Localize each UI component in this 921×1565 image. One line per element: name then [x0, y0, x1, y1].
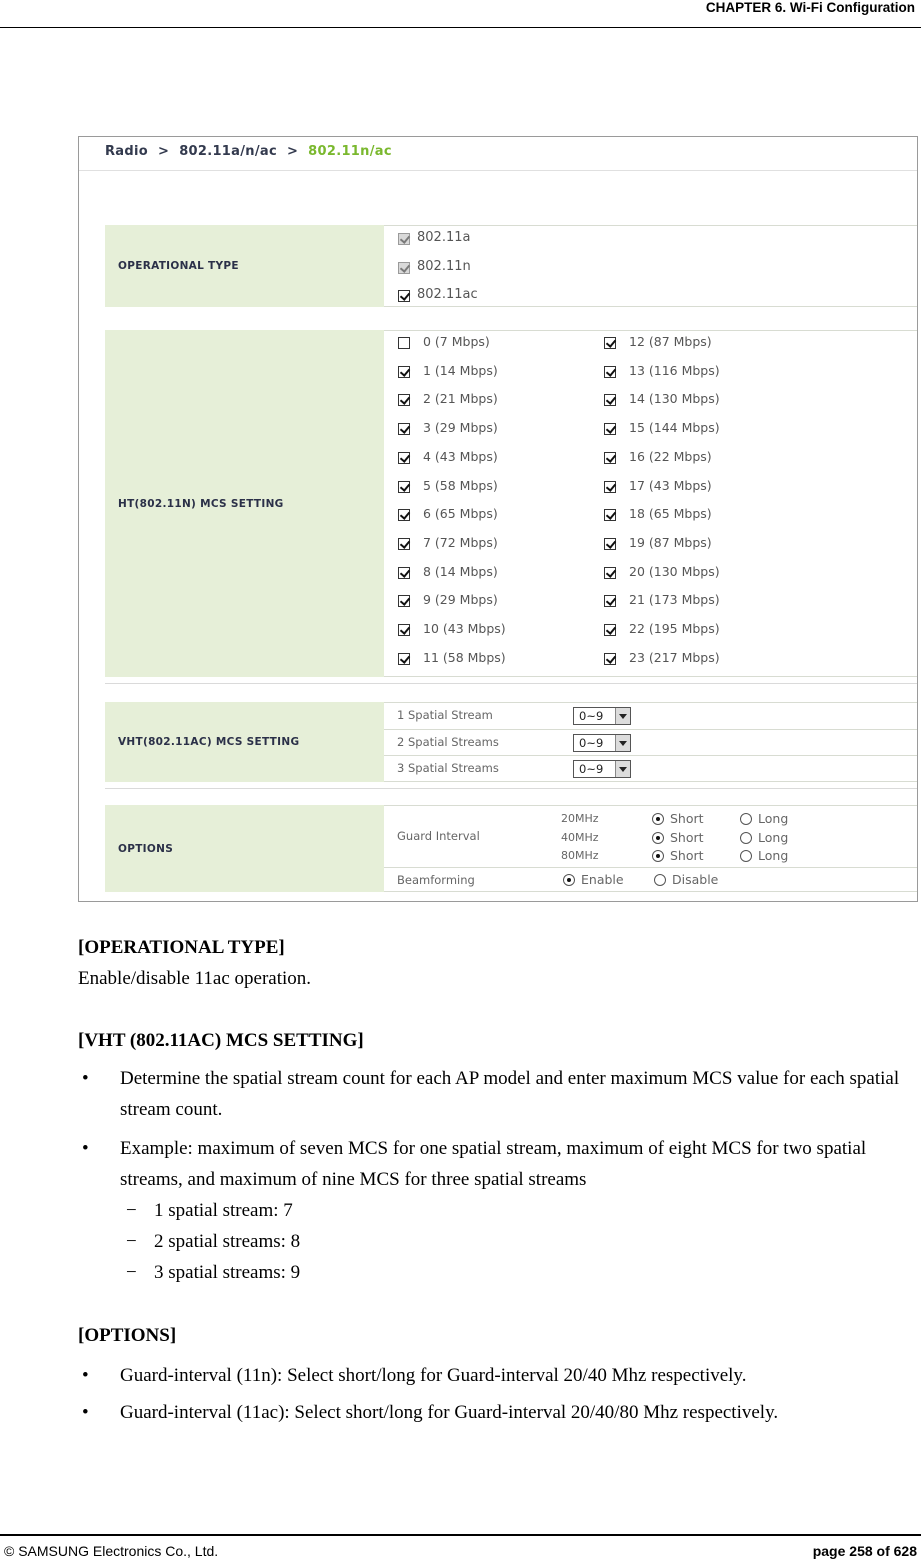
guard-long-label: Long [758, 829, 789, 845]
spatial-stream-label: 1 Spatial Stream [397, 708, 493, 722]
page-footer [0, 1534, 921, 1565]
spatial-stream-label: 2 Spatial Streams [397, 734, 499, 749]
operational-type-option-label: 802.11a [417, 230, 471, 245]
bullet-text: Guard-interval (11ac): Select short/long for Guard-interval 20/40/80 Mhz respectively. [120, 1402, 779, 1423]
mcs-option-label: 21 (173 Mbps) [629, 592, 720, 608]
mcs-checkbox[interactable] [398, 624, 410, 636]
operational-type-label: OPERATIONAL TYPE [105, 225, 384, 307]
guard-short-radio[interactable] [652, 813, 664, 825]
spatial-stream-select[interactable] [573, 760, 631, 778]
options-heading: [OPTIONS] [78, 1325, 177, 1346]
mcs-checkbox[interactable] [604, 337, 616, 349]
spatial-stream-label: 3 Spatial Streams [397, 761, 499, 775]
mcs-checkbox[interactable] [398, 595, 410, 607]
mcs-checkbox[interactable] [398, 337, 410, 349]
mcs-option-label: 22 (195 Mbps) [629, 621, 720, 636]
page-header [0, 0, 921, 28]
breadcrumb-separator: > [286, 144, 299, 159]
dash-mark: − [126, 1231, 137, 1252]
guard-band-label: 40MHz [561, 830, 599, 844]
select-value: 0~9 [579, 709, 604, 723]
mcs-option-label: 8 (14 Mbps) [423, 563, 498, 579]
mcs-option-label: 16 (22 Mbps) [629, 448, 712, 464]
mcs-option-label: 15 (144 Mbps) [629, 420, 720, 436]
mcs-option-label: 10 (43 Mbps) [423, 621, 506, 636]
spatial-stream-select[interactable] [573, 734, 631, 752]
bullet-mark: • [82, 1068, 89, 1089]
mcs-checkbox[interactable] [604, 653, 616, 665]
mcs-option-label: 6 (65 Mbps) [423, 506, 498, 522]
guard-interval-label: Guard Interval [397, 829, 480, 843]
section-divider [105, 683, 917, 684]
beamforming-enable-label: Enable [581, 872, 624, 887]
guard-band-label: 20MHz [561, 812, 599, 825]
beamforming-disable-label: Disable [672, 872, 719, 887]
operational-type-option-label: 802.11ac [417, 287, 478, 302]
mcs-option-label: 18 (65 Mbps) [629, 506, 712, 522]
vht-bullet-2 [78, 1133, 918, 1195]
breadcrumb-separator: > [157, 144, 170, 159]
vht-mcs-label: VHT(802.11AC) MCS SETTING [105, 702, 384, 782]
mcs-checkbox[interactable] [398, 567, 410, 579]
ht-mcs-label: HT(802.11N) MCS SETTING [105, 330, 384, 677]
mcs-checkbox[interactable] [604, 567, 616, 579]
operational-type-heading: [OPERATIONAL TYPE] [78, 937, 285, 958]
section-divider [105, 788, 917, 789]
row-divider [384, 867, 917, 868]
select-value: 0~9 [579, 735, 604, 750]
mcs-checkbox[interactable] [604, 509, 616, 521]
guard-long-radio[interactable] [740, 813, 752, 825]
dash-text: 3 spatial streams: 9 [154, 1262, 301, 1283]
mcs-option-label: 7 (72 Mbps) [423, 534, 498, 550]
row-divider [384, 729, 917, 730]
guard-short-label: Short [670, 848, 704, 863]
copyright: © SAMSUNG Electronics Co., Ltd. [4, 1543, 219, 1559]
mcs-option-label: 23 (217 Mbps) [629, 649, 720, 665]
mcs-checkbox[interactable] [398, 481, 410, 493]
guard-long-radio[interactable] [740, 832, 752, 844]
vht-dash-2 [126, 1226, 300, 1257]
mcs-checkbox[interactable] [604, 452, 616, 464]
breadcrumb-radio[interactable]: Radio [105, 144, 148, 159]
beamforming-label: Beamforming [397, 873, 475, 887]
dash-mark: − [126, 1200, 137, 1221]
vht-dash-3 [126, 1257, 300, 1288]
mcs-option-label: 4 (43 Mbps) [423, 448, 498, 464]
guard-short-label: Short [670, 811, 704, 826]
chevron-down-icon[interactable] [615, 708, 630, 724]
guard-short-radio[interactable] [652, 832, 664, 844]
options-bullet-2 [78, 1397, 918, 1428]
guard-short-radio[interactable] [652, 850, 664, 862]
mcs-option-label: 1 (14 Mbps) [423, 362, 498, 378]
chapter-title: CHAPTER 6. Wi-Fi Configuration [705, 0, 915, 15]
mcs-checkbox[interactable] [604, 394, 616, 406]
guard-short-label: Short [670, 829, 704, 845]
mcs-checkbox[interactable] [398, 366, 410, 378]
vht-dash-1 [126, 1195, 293, 1226]
breadcrumb-current: 802.11n/ac [308, 144, 392, 159]
bullet-text: Guard-interval (11n): Select short/long for Guard-interval 20/40 Mhz respectively. [120, 1365, 747, 1386]
mcs-option-label: 0 (7 Mbps) [423, 334, 490, 349]
guard-band-label: 80MHz [561, 849, 599, 862]
bullet-mark: • [82, 1402, 89, 1423]
options-label: OPTIONS [105, 805, 384, 892]
operational-type-text: Enable/disable 11ac operation. [78, 968, 312, 989]
row-divider [384, 755, 917, 756]
page-number: page 258 of 628 [812, 1543, 917, 1559]
mcs-option-label: 9 (29 Mbps) [423, 592, 498, 608]
operational-type-checkbox[interactable] [398, 290, 410, 302]
mcs-option-label: 17 (43 Mbps) [629, 477, 712, 493]
dash-mark: − [126, 1262, 137, 1283]
select-value: 0~9 [579, 762, 604, 776]
mcs-option-label: 11 (58 Mbps) [423, 649, 506, 665]
beamforming-disable-radio[interactable] [654, 874, 666, 886]
bullet-mark: • [82, 1365, 89, 1386]
mcs-option-label: 3 (29 Mbps) [423, 420, 498, 436]
bullet-mark: • [82, 1138, 89, 1159]
mcs-option-label: 20 (130 Mbps) [629, 563, 720, 579]
operational-type-option-label: 802.11n [417, 258, 471, 274]
vht-bullet-1 [78, 1063, 918, 1125]
mcs-checkbox[interactable] [398, 538, 410, 550]
mcs-option-label: 2 (21 Mbps) [423, 391, 498, 407]
bullet-text: Determine the spatial stream count for each AP model and enter maximum MCS value for each spatial stream count. [120, 1068, 900, 1120]
mcs-checkbox[interactable] [604, 595, 616, 607]
mcs-option-label: 12 (87 Mbps) [629, 334, 712, 349]
breadcrumb-divider [79, 170, 917, 171]
mcs-checkbox[interactable] [398, 423, 410, 435]
guard-long-radio[interactable] [740, 850, 752, 862]
bullet-text: Example: maximum of seven MCS for one spatial stream, maximum of eight MCS for two spatial streams, and maximum of nine MCS for three spatial streams [120, 1138, 867, 1190]
mcs-option-label: 14 (130 Mbps) [629, 391, 720, 407]
mcs-checkbox[interactable] [398, 394, 410, 406]
chevron-down-icon[interactable] [615, 735, 630, 751]
mcs-checkbox[interactable] [604, 538, 616, 550]
mcs-checkbox[interactable] [398, 452, 410, 464]
vht-heading: [VHT (802.11AC) MCS SETTING] [78, 1030, 364, 1051]
breadcrumb-802-11anac[interactable]: 802.11a/n/ac [179, 144, 277, 159]
guard-long-label: Long [758, 848, 789, 863]
options-bullet-1 [78, 1360, 918, 1391]
operational-type-checkbox [398, 262, 410, 274]
mcs-option-label: 19 (87 Mbps) [629, 534, 712, 550]
beamforming-enable-radio[interactable] [563, 874, 575, 886]
mcs-checkbox[interactable] [398, 653, 410, 665]
mcs-option-label: 13 (116 Mbps) [629, 362, 720, 378]
mcs-option-label: 5 (58 Mbps) [423, 477, 498, 493]
guard-long-label: Long [758, 811, 789, 826]
mcs-checkbox[interactable] [398, 509, 410, 521]
spatial-stream-select[interactable] [573, 707, 631, 725]
dash-text: 1 spatial stream: 7 [154, 1200, 293, 1221]
config-screenshot [78, 136, 918, 902]
mcs-checkbox[interactable] [604, 481, 616, 493]
mcs-checkbox[interactable] [604, 423, 616, 435]
operational-type-checkbox [398, 233, 410, 245]
dash-text: 2 spatial streams: 8 [154, 1231, 301, 1252]
mcs-checkbox[interactable] [604, 366, 616, 378]
chevron-down-icon[interactable] [615, 761, 630, 777]
mcs-checkbox[interactable] [604, 624, 616, 636]
breadcrumb [105, 144, 392, 159]
